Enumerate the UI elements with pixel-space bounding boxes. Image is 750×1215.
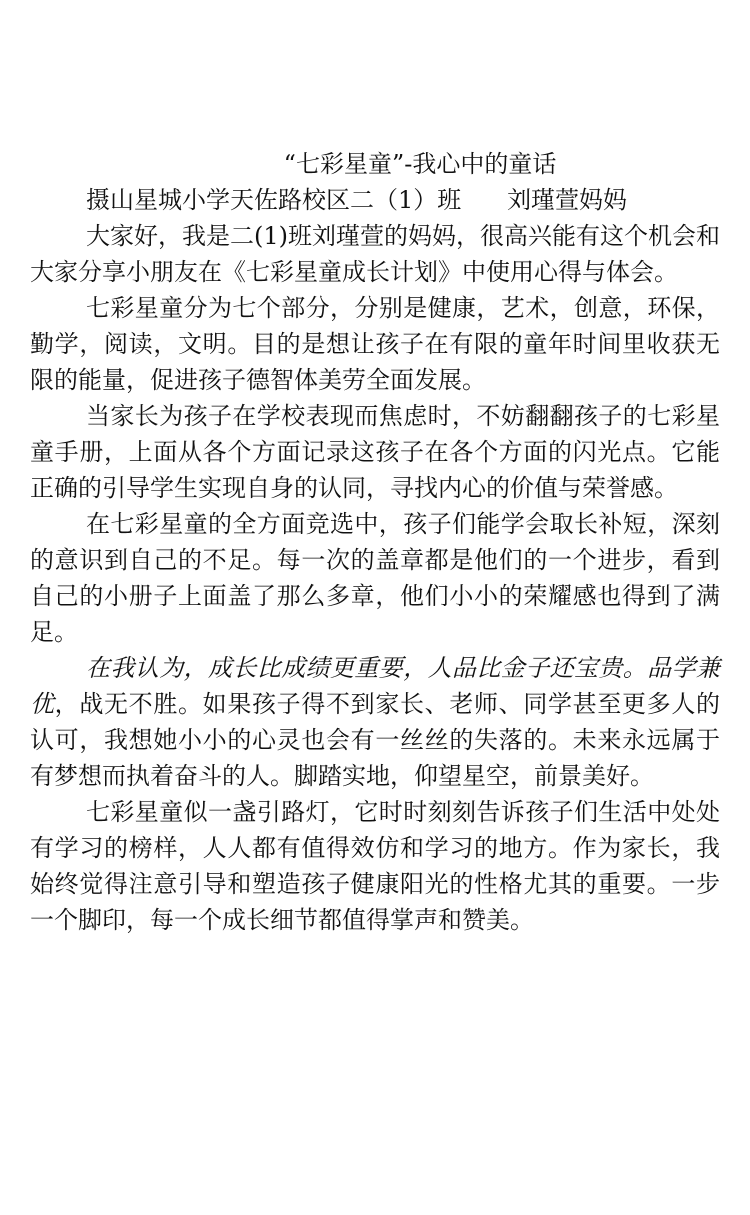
document-byline bbox=[30, 182, 720, 218]
paragraph-2: 七彩星童分为七个部分，分别是健康，艺术，创意，环保，勤学，阅读，文明。目的是想让孩子在有限的童年时间里收获无限的能量，促进孩子德智体美劳全面发展。 bbox=[30, 294, 720, 394]
paragraph-5-italic: 在我认为，成长比成绩更重要，人品比金子还宝贵。品学兼优 bbox=[30, 654, 720, 718]
document-title: “七彩星童”-我心中的童话 bbox=[283, 150, 557, 178]
byline-school: 摄山星城小学天佐路校区二（1）班 bbox=[86, 186, 462, 214]
paragraph-4: 在七彩星童的全方面竞选中，孩子们能学会取长补短，深刻的意识到自己的不足。每一次的盖章都是他们的一个进步，看到自己的小册子上面盖了那么多章，他们小小的荣耀感也得到了满足。 bbox=[30, 510, 720, 646]
byline-author: 刘瑾萱妈妈 bbox=[507, 186, 628, 214]
document-body bbox=[30, 146, 720, 938]
paragraph-1: 大家好，我是二(1)班刘瑾萱的妈妈，很高兴能有这个机会和大家分享小朋友在《七彩星童成长计划》中使用心得与体会。 bbox=[30, 222, 720, 286]
paragraph-3: 当家长为孩子在学校表现而焦虑时，不妨翻翻孩子的七彩星童手册，上面从各个方面记录这孩子在各个方面的闪光点。它能正确的引导学生实现自身的认同，寻找内心的价值与荣誉感。 bbox=[30, 402, 720, 502]
paragraph-6: 七彩星童似一盏引路灯，它时时刻刻告诉孩子们生活中处处有学习的榜样，人人都有值得效仿和学习的地方。作为家长，我始终觉得注意引导和塑造孩子健康阳光的性格尤其的重要。一步一个脚印，每一个成长细节都值得掌声和赞美。 bbox=[30, 798, 720, 934]
paragraph-5 bbox=[30, 650, 720, 794]
paragraph-5-rest: ，战无不胜。如果孩子得不到家长、老师、同学甚至更多人的认可，我想她小小的心灵也会有一丝丝的失落的。未来永远属于有梦想而执着奋斗的人。脚踏实地，仰望星空，前景美好。 bbox=[30, 690, 721, 790]
